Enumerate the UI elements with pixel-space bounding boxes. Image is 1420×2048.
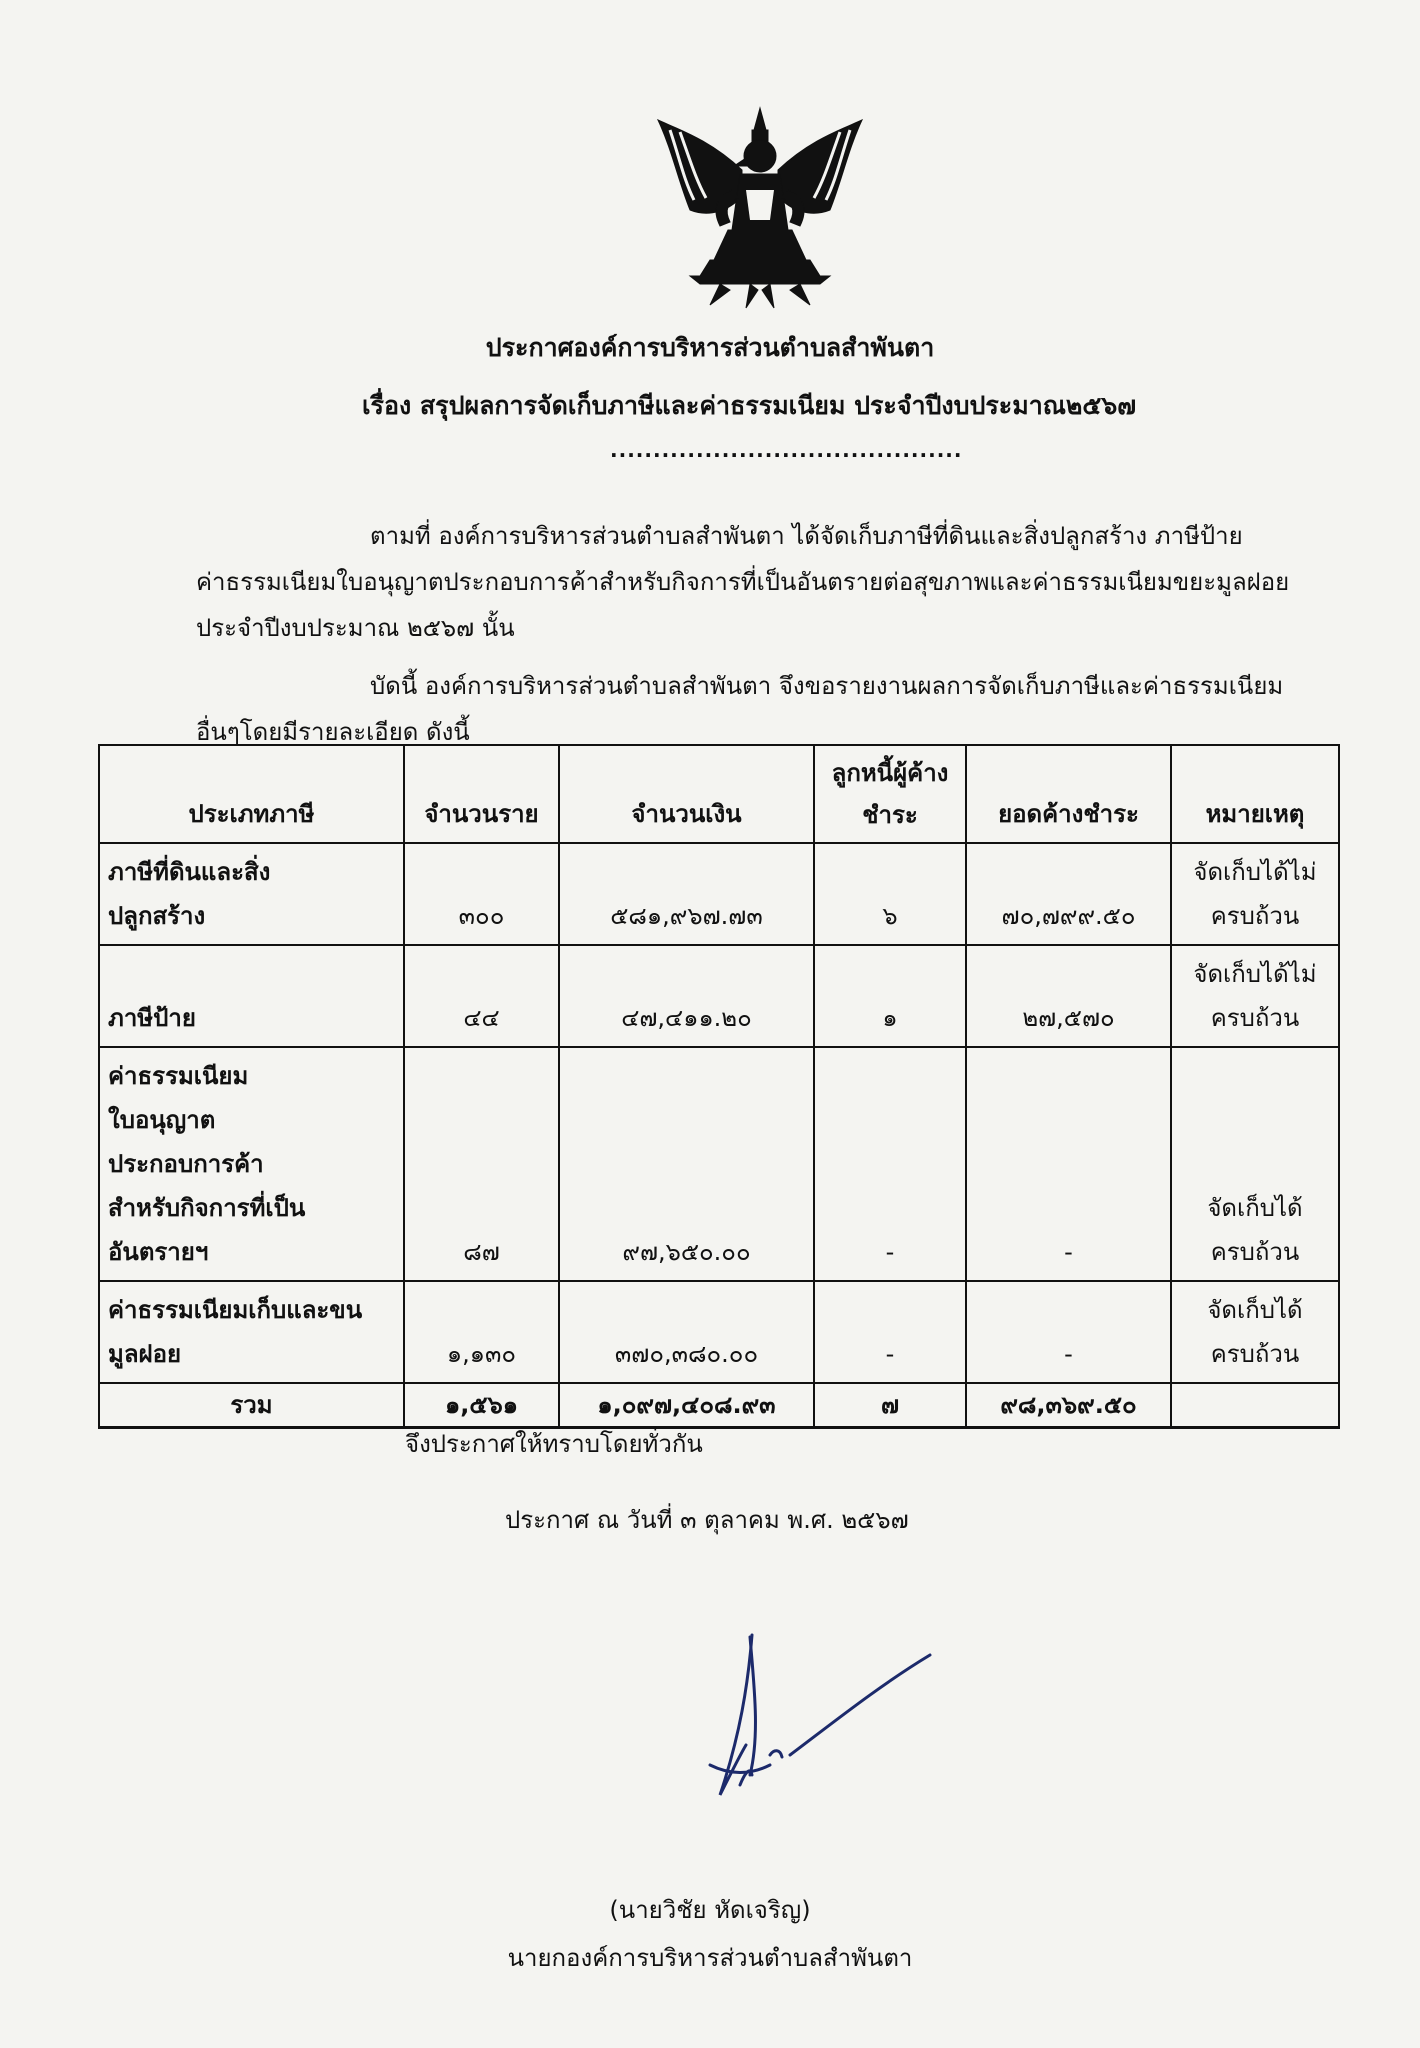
header-debtors-line-1: ลูกหนี้ผู้ค้าง [831, 759, 949, 787]
cell-note-line: ครบถ้วน [1210, 1340, 1300, 1368]
org-title: ประกาศองค์การบริหารส่วนตำบลสำพันตา [485, 333, 935, 362]
total-debtors: ๗ [814, 1383, 966, 1428]
cell-note-line: จัดเก็บได้ไม่ [1193, 858, 1317, 886]
cell-type [99, 843, 404, 945]
paragraph-1-line-3: ประจำปีงบประมาณ ๒๕๖๗ นั้น [196, 614, 515, 642]
cell-outstanding: ๒๗,๕๗๐ [966, 945, 1171, 1047]
cell-type-line: มูลฝอย [108, 1340, 182, 1368]
paragraph-1-line-1: ตามที่ องค์การบริหารส่วนตำบลสำพันตา ได้จัดเก็บภาษีที่ดินและสิ่งปลูกสร้าง ภาษีป้าย [370, 522, 1243, 550]
paragraph-2-line-2: อื่นๆโดยมีรายละเอียด ดังนี้ [196, 718, 470, 746]
cell-note-line: จัดเก็บได้ [1207, 1194, 1303, 1222]
cell-outstanding: - [966, 1281, 1171, 1383]
table-row [99, 945, 1339, 1047]
paragraph-2-line-1: บัดนี้ องค์การบริหารส่วนตำบลสำพันตา จึงขอรายงานผลการจัดเก็บภาษีและค่าธรรมเนียม [370, 672, 1284, 700]
cell-type-line: ปลูกสร้าง [108, 902, 206, 930]
cell-note [1171, 843, 1339, 945]
cell-amount: ๓๗๐,๓๘๐.๐๐ [559, 1281, 814, 1383]
total-note [1171, 1383, 1339, 1428]
cell-note-line: จัดเก็บได้ [1207, 1296, 1303, 1324]
signature-icon [700, 1625, 960, 1825]
cell-type-line: ใบอนุญาต [108, 1106, 216, 1134]
cell-note [1171, 1047, 1339, 1281]
garuda-emblem-icon [650, 100, 870, 310]
paragraph-1-line-2: ค่าธรรมเนียมใบอนุญาตประกอบการค้าสำหรับกิจการที่เป็นอันตรายต่อสุขภาพและค่าธรรมเนียมขยะมูลฝอย [196, 568, 1290, 596]
cell-count: ๔๔ [404, 945, 559, 1047]
cell-note-line: จัดเก็บได้ไม่ [1193, 960, 1317, 988]
total-count: ๑,๕๖๑ [404, 1383, 559, 1428]
tax-summary-table [98, 744, 1340, 1429]
cell-outstanding: ๗๐,๗๙๙.๕๐ [966, 843, 1171, 945]
cell-note-line: ครบถ้วน [1210, 1238, 1300, 1266]
cell-count: ๑,๑๓๐ [404, 1281, 559, 1383]
header-debtors-line-2: ชำระ [862, 801, 918, 829]
cell-type [99, 1281, 404, 1383]
announce-line: จึงประกาศให้ทราบโดยทั่วกัน [405, 1430, 703, 1458]
table-total-row [99, 1383, 1339, 1428]
cell-type-line: ภาษีป้าย [108, 1004, 196, 1032]
header-outstanding: ยอดค้างชำระ [966, 745, 1171, 843]
total-amount: ๑,๐๙๗,๔๐๘.๙๓ [559, 1383, 814, 1428]
cell-count: ๘๗ [404, 1047, 559, 1281]
cell-count: ๓๐๐ [404, 843, 559, 945]
total-outstanding: ๙๘,๓๖๙.๕๐ [966, 1383, 1171, 1428]
cell-debtors: - [814, 1281, 966, 1383]
total-label: รวม [99, 1383, 404, 1428]
cell-type-line: ค่าธรรมเนียม [108, 1062, 249, 1090]
subject-line: เรื่อง สรุปผลการจัดเก็บภาษีและค่าธรรมเนียม ประจำปีงบประมาณ๒๕๖๗ [362, 391, 1136, 420]
date-line: ประกาศ ณ วันที่ ๓ ตุลาคม พ.ศ. ๒๕๖๗ [505, 1506, 909, 1534]
table-row [99, 1047, 1339, 1281]
cell-type-line: สำหรับกิจการที่เป็น [108, 1194, 306, 1222]
divider-dots: ......................................... [610, 438, 963, 462]
signer-name: (นายวิชัย หัดเจริญ) [609, 1896, 811, 1924]
table-row [99, 1281, 1339, 1383]
table-header-row [99, 745, 1339, 843]
cell-debtors: - [814, 1047, 966, 1281]
cell-debtors: ๖ [814, 843, 966, 945]
cell-note-line: ครบถ้วน [1210, 902, 1300, 930]
cell-type-line: อันตรายฯ [108, 1238, 209, 1266]
cell-note [1171, 945, 1339, 1047]
header-count: จำนวนราย [404, 745, 559, 843]
header-debtors [814, 745, 966, 843]
cell-outstanding: - [966, 1047, 1171, 1281]
cell-type-line: ประกอบการค้า [108, 1150, 264, 1178]
cell-note-line: ครบถ้วน [1210, 1004, 1300, 1032]
cell-type-line: ค่าธรรมเนียมเก็บและขน [108, 1296, 363, 1324]
cell-type [99, 1047, 404, 1281]
header-amount: จำนวนเงิน [559, 745, 814, 843]
cell-note [1171, 1281, 1339, 1383]
cell-amount: ๔๗,๔๑๑.๒๐ [559, 945, 814, 1047]
cell-amount: ๕๘๑,๙๖๗.๗๓ [559, 843, 814, 945]
signer-position: นายกองค์การบริหารส่วนตำบลสำพันตา [507, 1944, 913, 1972]
cell-amount: ๙๗,๖๕๐.๐๐ [559, 1047, 814, 1281]
cell-type [99, 945, 404, 1047]
cell-type-line: ภาษีที่ดินและสิ่ง [108, 858, 271, 886]
header-note: หมายเหตุ [1171, 745, 1339, 843]
header-type: ประเภทภาษี [99, 745, 404, 843]
table-row [99, 843, 1339, 945]
cell-debtors: ๑ [814, 945, 966, 1047]
